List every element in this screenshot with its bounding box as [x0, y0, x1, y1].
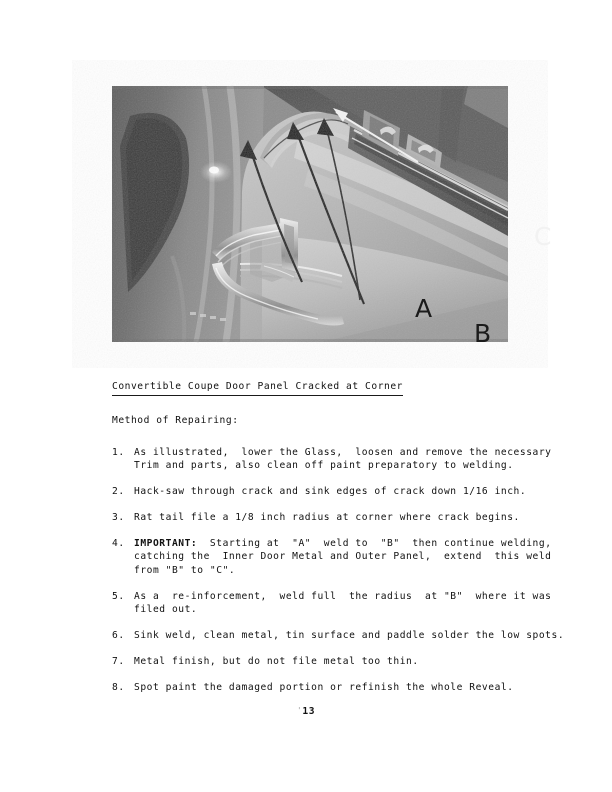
step-number: 3. — [112, 512, 125, 524]
step-number: 1. — [112, 446, 125, 458]
step-line: As illustrated, lower the Glass, loosen and remove the necessary — [134, 446, 552, 458]
step-line: Sink weld, clean metal, tin surface and paddle solder the low spots. — [134, 629, 565, 641]
step-number: 6. — [112, 629, 125, 641]
step-number: 8. — [112, 681, 125, 693]
list-item — [112, 485, 567, 498]
step-text — [134, 681, 567, 694]
figure-label-a: A — [415, 294, 433, 323]
figure-photograph — [112, 86, 552, 348]
list-item — [112, 681, 567, 694]
step-text — [134, 446, 567, 473]
figure-label-b: B — [474, 319, 492, 348]
section-heading: Convertible Coupe Door Panel Cracked at Corner — [112, 380, 403, 396]
list-item — [112, 511, 567, 524]
step-line: As a re-inforcement, weld full the radius at "B" where it was — [134, 590, 552, 602]
step-text — [134, 485, 567, 498]
page-number — [0, 706, 612, 717]
step-line: from "B" to "C". — [134, 564, 236, 576]
step-lead-important: IMPORTANT: — [134, 537, 198, 549]
step-text — [134, 537, 567, 577]
step-line: catching the Inner Door Metal and Outer Panel, extend this weld — [134, 551, 552, 563]
step-line: filed out. — [134, 604, 198, 616]
photo-illustration — [112, 86, 508, 342]
page-number-tick: ' — [296, 706, 303, 715]
step-text — [134, 511, 567, 524]
figure-label-c: C — [534, 222, 552, 251]
step-number: 7. — [112, 655, 125, 667]
step-line: Metal finish, but do not file metal too thin. — [134, 655, 419, 667]
step-line: Spot paint the damaged portion or refinish the whole Reveal. — [134, 681, 514, 693]
step-line: Hack-saw through crack and sink edges of crack down 1/16 inch. — [134, 486, 527, 498]
step-line-remainder: Starting at "A" weld to "B" then continue welding, — [197, 537, 552, 549]
list-item — [112, 629, 567, 642]
list-item — [112, 590, 567, 617]
step-text — [134, 590, 567, 617]
list-item — [112, 537, 567, 577]
steps-list — [112, 446, 567, 694]
step-line: Trim and parts, also clean off paint preparatory to welding. — [134, 460, 514, 472]
step-number: 5. — [112, 590, 125, 602]
step-text — [134, 655, 567, 668]
step-text — [134, 629, 567, 642]
page-number-value: 13 — [302, 706, 316, 717]
list-item — [112, 446, 567, 473]
step-line: Rat tail file a 1/8 inch radius at corner where crack begins. — [134, 512, 520, 524]
step-number: 2. — [112, 486, 125, 498]
step-number: 4. — [112, 537, 125, 549]
step-line — [134, 537, 567, 550]
method-label: Method of Repairing: — [112, 415, 239, 427]
instructions-block — [112, 380, 567, 707]
list-item — [112, 655, 567, 668]
